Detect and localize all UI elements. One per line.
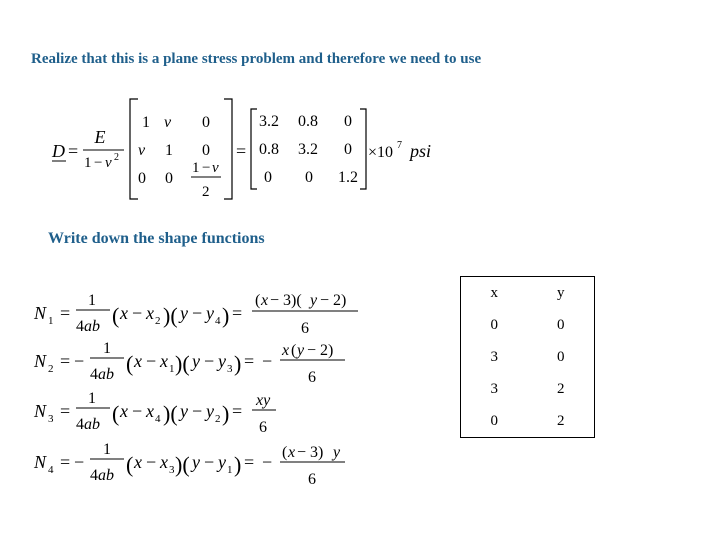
- svg-text:=: =: [60, 401, 71, 421]
- svg-text:0: 0: [264, 169, 272, 186]
- svg-text:3.2: 3.2: [259, 113, 279, 130]
- svg-text:): ): [234, 351, 242, 376]
- svg-text:)(: )(: [175, 351, 190, 376]
- svg-text:y: y: [180, 303, 188, 323]
- svg-text:x: x: [288, 444, 296, 461]
- svg-text:x: x: [120, 303, 128, 323]
- svg-text:4: 4: [48, 464, 54, 476]
- svg-text:2: 2: [215, 413, 221, 425]
- svg-text:6: 6: [259, 419, 267, 436]
- svg-text:− 3): − 3): [297, 444, 324, 461]
- svg-text:N: N: [34, 351, 47, 371]
- svg-text:0: 0: [202, 142, 210, 159]
- n2-equation: [33, 340, 345, 386]
- header-x: x: [490, 284, 498, 301]
- svg-text:7: 7: [397, 140, 402, 151]
- svg-text:=: =: [68, 141, 79, 161]
- node-coordinates-table: [460, 276, 595, 438]
- svg-text:=: =: [244, 351, 255, 371]
- svg-text:1: 1: [192, 160, 200, 176]
- svg-text:): ): [222, 401, 230, 426]
- svg-text:1: 1: [227, 464, 233, 476]
- svg-text:=: =: [60, 452, 71, 472]
- svg-text:0.8: 0.8: [259, 141, 279, 158]
- svg-text:−: −: [132, 303, 143, 323]
- svg-text:4: 4: [155, 413, 161, 425]
- table-row: [461, 373, 595, 405]
- table-row: [461, 309, 595, 341]
- svg-text:y: y: [206, 303, 214, 323]
- svg-text:1.2: 1.2: [338, 169, 358, 186]
- svg-text:x: x: [160, 452, 168, 472]
- svg-text:0: 0: [138, 170, 146, 187]
- svg-text:N: N: [34, 452, 47, 472]
- cell-x: 0: [490, 412, 498, 429]
- svg-text:2: 2: [114, 152, 119, 163]
- svg-text:0: 0: [344, 141, 352, 158]
- svg-text:1: 1: [142, 114, 150, 131]
- cell-y: 2: [557, 380, 565, 397]
- svg-text:1: 1: [103, 441, 111, 458]
- d-symbol: D: [52, 141, 65, 161]
- svg-text:=: =: [60, 303, 71, 323]
- svg-text:×10: ×10: [368, 144, 394, 161]
- svg-text:−: −: [192, 401, 203, 421]
- svg-text:N: N: [34, 401, 47, 421]
- table-row: [461, 405, 595, 438]
- cell-y: 0: [557, 316, 565, 333]
- svg-text:0.8: 0.8: [298, 113, 318, 130]
- svg-text:y: y: [192, 351, 200, 371]
- svg-text:−: −: [262, 452, 273, 472]
- svg-text:y: y: [310, 292, 318, 309]
- svg-text:2: 2: [202, 184, 210, 200]
- svg-text:y: y: [180, 401, 188, 421]
- svg-text:x: x: [282, 342, 290, 359]
- svg-text:y: y: [218, 452, 226, 472]
- cell-x: 3: [490, 348, 498, 365]
- svg-text:−: −: [204, 351, 215, 371]
- cell-x: 3: [490, 380, 498, 397]
- svg-text:−: −: [74, 452, 85, 472]
- svg-text:−: −: [204, 452, 215, 472]
- svg-text:)(: )(: [163, 401, 178, 426]
- svg-text:− 2): − 2): [307, 342, 334, 359]
- svg-text:0: 0: [165, 170, 173, 187]
- cell-x: 0: [490, 316, 498, 333]
- svg-text:(: (: [112, 303, 120, 328]
- shape-functions-heading: Write down the shape functions: [48, 230, 265, 247]
- svg-text:− 3)(: − 3)(: [270, 292, 302, 309]
- svg-text:ν: ν: [138, 142, 146, 159]
- svg-text:0: 0: [305, 169, 313, 186]
- svg-text:1: 1: [165, 142, 173, 159]
- svg-text:=: =: [60, 351, 71, 371]
- svg-text:1: 1: [103, 340, 111, 357]
- svg-text:E: E: [94, 127, 106, 147]
- svg-text:x: x: [134, 452, 142, 472]
- svg-text:=: =: [232, 401, 243, 421]
- svg-text:=: =: [236, 141, 247, 161]
- svg-text:(: (: [291, 342, 297, 359]
- svg-text:0: 0: [344, 113, 352, 130]
- svg-text:x: x: [146, 303, 154, 323]
- plane-stress-heading: Realize that this is a plane stress problem and therefore we need to use: [31, 51, 482, 67]
- n1-equation: [33, 292, 358, 337]
- svg-text:x: x: [146, 401, 154, 421]
- svg-text:− 2): − 2): [320, 292, 347, 309]
- svg-text:ν: ν: [105, 155, 112, 171]
- svg-text:)(: )(: [163, 303, 178, 328]
- svg-text:x: x: [120, 401, 128, 421]
- svg-text:6: 6: [308, 369, 316, 386]
- header-y: y: [557, 284, 565, 301]
- svg-text:3: 3: [48, 413, 54, 425]
- svg-text:1: 1: [84, 155, 92, 171]
- svg-text:ν: ν: [164, 114, 172, 131]
- svg-text:−: −: [202, 160, 211, 176]
- svg-text:y: y: [218, 351, 226, 371]
- n3-equation: [33, 390, 276, 436]
- svg-text:ν: ν: [212, 160, 219, 176]
- svg-text:4ab: 4ab: [76, 318, 100, 335]
- svg-text:(: (: [112, 401, 120, 426]
- svg-text:psi: psi: [410, 141, 432, 161]
- svg-text:4ab: 4ab: [90, 467, 114, 484]
- svg-text:1: 1: [169, 363, 175, 375]
- cell-y: 0: [557, 348, 565, 365]
- svg-text:x: x: [134, 351, 142, 371]
- svg-text:−: −: [192, 303, 203, 323]
- cell-y: 2: [557, 412, 565, 429]
- svg-text:y: y: [297, 342, 305, 359]
- svg-text:6: 6: [308, 471, 316, 488]
- n4-equation: [33, 441, 345, 488]
- svg-text:1: 1: [88, 292, 96, 309]
- svg-text:x: x: [261, 292, 269, 309]
- svg-text:y: y: [333, 444, 341, 461]
- svg-text:4ab: 4ab: [90, 366, 114, 383]
- svg-text:−: −: [146, 351, 157, 371]
- svg-text:6: 6: [301, 320, 309, 337]
- svg-text:=: =: [232, 303, 243, 323]
- svg-text:1: 1: [88, 390, 96, 407]
- svg-text:): ): [222, 303, 230, 328]
- svg-text:3: 3: [227, 363, 233, 375]
- svg-text:=: =: [244, 452, 255, 472]
- svg-text:(: (: [126, 351, 134, 376]
- svg-text:0: 0: [202, 114, 210, 131]
- svg-text:N: N: [34, 303, 47, 323]
- svg-text:(: (: [126, 452, 134, 477]
- svg-text:−: −: [94, 155, 103, 171]
- svg-text:x: x: [160, 351, 168, 371]
- svg-text:y: y: [192, 452, 200, 472]
- svg-text:(: (: [255, 292, 261, 309]
- table-row: [461, 341, 595, 373]
- svg-text:(: (: [282, 444, 288, 461]
- svg-text:2: 2: [48, 363, 54, 375]
- svg-text:): ): [234, 452, 242, 477]
- svg-text:−: −: [132, 401, 143, 421]
- table-header-row: [461, 277, 595, 310]
- svg-text:−: −: [146, 452, 157, 472]
- svg-text:4: 4: [215, 315, 221, 327]
- svg-text:2: 2: [155, 315, 161, 327]
- svg-text:)(: )(: [175, 452, 190, 477]
- svg-text:−: −: [262, 351, 273, 371]
- svg-text:y: y: [206, 401, 214, 421]
- svg-text:1: 1: [48, 315, 54, 327]
- svg-text:3: 3: [169, 464, 175, 476]
- svg-text:4ab: 4ab: [76, 416, 100, 433]
- svg-text:3.2: 3.2: [298, 141, 318, 158]
- svg-text:−: −: [74, 351, 85, 371]
- svg-text:xy: xy: [256, 392, 271, 409]
